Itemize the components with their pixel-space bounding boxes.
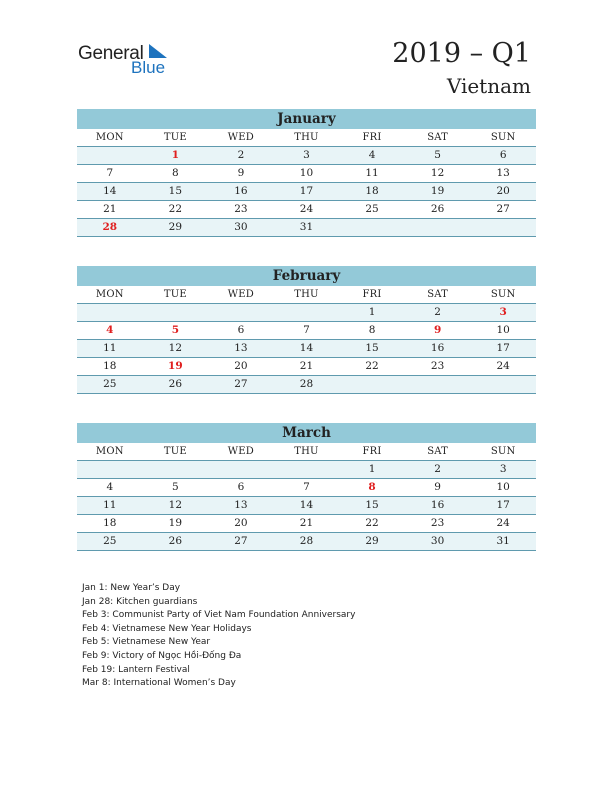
empty-day-cell: [77, 147, 143, 164]
generalblue-logo: [78, 40, 178, 80]
day-cell: 21: [299, 517, 314, 529]
week-row: [77, 147, 536, 165]
day-cell: 21: [103, 203, 117, 215]
day-cell: 29: [365, 535, 379, 547]
day-cell: 25: [103, 535, 117, 547]
empty-day-cell: [208, 461, 274, 478]
weekday-label: SAT: [427, 446, 448, 457]
day-cell: 19: [168, 517, 183, 529]
weekday-label: TUE: [163, 132, 187, 143]
day-cell: 18: [365, 185, 379, 197]
day-cell: 16: [430, 342, 445, 354]
day-cell: 30: [234, 221, 248, 233]
day-cell: 9: [434, 481, 441, 493]
day-cell: 10: [496, 324, 510, 336]
month-february: [77, 266, 536, 394]
weekday-header-row: [77, 443, 536, 461]
month-march: [77, 423, 536, 551]
day-cell: 1: [171, 149, 179, 161]
day-cell: 28: [299, 535, 314, 547]
day-cell: 20: [234, 517, 248, 529]
month-january: [77, 109, 536, 237]
day-cell: 13: [496, 167, 510, 179]
week-row: [77, 461, 536, 479]
day-cell: 22: [365, 360, 379, 372]
weekday-label: SUN: [490, 446, 516, 457]
day-cell: 22: [365, 517, 379, 529]
weekday-label: MON: [95, 446, 124, 457]
day-cell: 23: [430, 360, 445, 372]
day-cell: 2: [434, 463, 441, 475]
day-cell: 2: [237, 149, 245, 161]
weekday-label: FRI: [362, 289, 382, 300]
day-cell: 23: [430, 517, 445, 529]
weekday-label: MON: [95, 289, 124, 300]
day-cell: 12: [430, 167, 445, 179]
day-cell: 7: [303, 481, 310, 493]
day-cell: 8: [172, 167, 179, 179]
day-cell: 15: [365, 499, 379, 511]
weekday-header-row: [77, 286, 536, 304]
day-cell: 5: [172, 481, 179, 493]
day-cell: 21: [299, 360, 314, 372]
day-cell: 17: [299, 185, 314, 197]
week-row: [77, 183, 536, 201]
day-cell: 24: [299, 203, 314, 215]
day-cell: 8: [368, 481, 376, 493]
empty-day-cell: [339, 219, 405, 236]
empty-day-cell: [143, 461, 209, 478]
day-cell: 20: [496, 185, 510, 197]
day-cell: 4: [368, 149, 376, 161]
weekday-label: WED: [227, 446, 254, 457]
day-cell: 11: [365, 167, 379, 179]
day-cell: 3: [303, 149, 310, 161]
day-cell: 24: [496, 360, 510, 372]
day-cell: 8: [368, 324, 376, 336]
day-cell: 22: [168, 203, 183, 215]
holiday-note: Feb 5: Vietnamese New Year: [82, 637, 211, 648]
week-row: [77, 304, 536, 322]
logo-text-general: General: [78, 43, 144, 64]
month-title: January: [77, 109, 536, 129]
weekday-label: FRI: [362, 446, 382, 457]
day-cell: 29: [168, 221, 183, 233]
weekday-label: TUE: [163, 289, 187, 300]
day-cell: 18: [103, 360, 117, 372]
day-cell: 19: [430, 185, 445, 197]
day-cell: 17: [496, 499, 510, 511]
empty-day-cell: [470, 376, 536, 393]
day-cell: 28: [299, 378, 314, 390]
week-row: [77, 515, 536, 533]
day-cell: 9: [433, 324, 442, 336]
day-cell: 13: [234, 342, 248, 354]
weekday-label: THU: [294, 289, 319, 300]
week-row: [77, 340, 536, 358]
day-cell: 26: [168, 378, 183, 390]
week-row: [77, 322, 536, 340]
holiday-note: Jan 1: New Year’s Day: [82, 583, 181, 593]
day-cell: 15: [365, 342, 379, 354]
day-cell: 27: [234, 535, 248, 547]
day-cell: 4: [106, 481, 114, 493]
country-name: Vietnam: [446, 74, 531, 98]
day-cell: 10: [496, 481, 510, 493]
day-cell: 16: [234, 185, 248, 197]
weekday-label: TUE: [163, 446, 187, 457]
day-cell: 9: [237, 167, 245, 179]
weekday-label: SUN: [490, 132, 516, 143]
empty-day-cell: [77, 304, 143, 321]
weekday-label: FRI: [362, 132, 382, 143]
day-cell: 16: [430, 499, 445, 511]
day-cell: 23: [234, 203, 248, 215]
day-cell: 20: [234, 360, 248, 372]
day-cell: 26: [430, 203, 445, 215]
day-cell: 2: [434, 306, 441, 318]
day-cell: 27: [234, 378, 248, 390]
day-cell: 1: [368, 463, 376, 475]
day-cell: 24: [496, 517, 510, 529]
day-cell: 12: [168, 342, 183, 354]
day-cell: 30: [430, 535, 445, 547]
holiday-note: Feb 3: Communist Party of Viet Nam Foundation Anniversary: [82, 610, 356, 621]
day-cell: 5: [434, 149, 441, 161]
week-row: [77, 479, 536, 497]
empty-day-cell: [274, 304, 340, 321]
day-cell: 6: [237, 324, 245, 336]
week-row: [77, 201, 536, 219]
holiday-note: Feb 19: Lantern Festival: [82, 664, 190, 675]
holiday-note: Mar 8: International Women’s Day: [82, 678, 236, 689]
day-cell: 10: [299, 167, 314, 179]
empty-day-cell: [143, 304, 209, 321]
day-cell: 14: [299, 342, 314, 354]
day-cell: 26: [168, 535, 183, 547]
day-cell: 1: [368, 306, 376, 318]
day-cell: 18: [103, 517, 117, 529]
weekday-label: SUN: [490, 289, 516, 300]
empty-day-cell: [339, 376, 405, 393]
week-row: [77, 219, 536, 237]
day-cell: 28: [102, 221, 118, 233]
day-cell: 3: [499, 463, 507, 475]
day-cell: 7: [303, 324, 310, 336]
weekday-label: WED: [227, 132, 254, 143]
day-cell: 7: [106, 167, 114, 179]
day-cell: 14: [103, 185, 117, 197]
day-cell: 11: [103, 342, 117, 354]
day-cell: 5: [171, 324, 179, 336]
day-cell: 15: [168, 185, 183, 197]
weekday-label: SAT: [427, 132, 448, 143]
week-row: [77, 376, 536, 394]
weekday-label: THU: [294, 446, 319, 457]
day-cell: 6: [499, 149, 507, 161]
logo-text-blue: Blue: [131, 58, 166, 77]
week-row: [77, 497, 536, 515]
day-cell: 19: [168, 360, 183, 372]
day-cell: 6: [237, 481, 245, 493]
holiday-note: Feb 4: Vietnamese New Year Holidays: [82, 623, 252, 634]
month-title: February: [77, 266, 536, 286]
day-cell: 12: [168, 499, 183, 511]
empty-day-cell: [405, 219, 471, 236]
page-title: 2019 – Q1: [392, 38, 531, 69]
empty-day-cell: [208, 304, 274, 321]
weekday-label: SAT: [427, 289, 448, 300]
week-row: [77, 165, 536, 183]
weekday-label: MON: [95, 132, 124, 143]
day-cell: 25: [103, 378, 117, 390]
empty-day-cell: [405, 376, 471, 393]
weekday-label: WED: [227, 289, 254, 300]
week-row: [77, 358, 536, 376]
day-cell: 13: [234, 499, 248, 511]
empty-day-cell: [470, 219, 536, 236]
day-cell: 31: [299, 221, 314, 233]
holiday-note: Jan 28: Kitchen guardians: [82, 596, 198, 607]
day-cell: 14: [299, 499, 314, 511]
day-cell: 27: [496, 203, 510, 215]
day-cell: 17: [496, 342, 510, 354]
day-cell: 25: [365, 203, 379, 215]
day-cell: 11: [103, 499, 117, 511]
holiday-note: Feb 9: Victory of Ngọc Hồi-Đống Đa: [82, 650, 242, 661]
week-row: [77, 533, 536, 551]
empty-day-cell: [77, 461, 143, 478]
holiday-list: [82, 582, 355, 691]
day-cell: 3: [499, 306, 507, 318]
weekday-label: THU: [294, 132, 319, 143]
empty-day-cell: [274, 461, 340, 478]
month-title: March: [77, 423, 536, 443]
weekday-header-row: [77, 129, 536, 147]
day-cell: 4: [106, 324, 114, 336]
day-cell: 31: [496, 535, 510, 547]
